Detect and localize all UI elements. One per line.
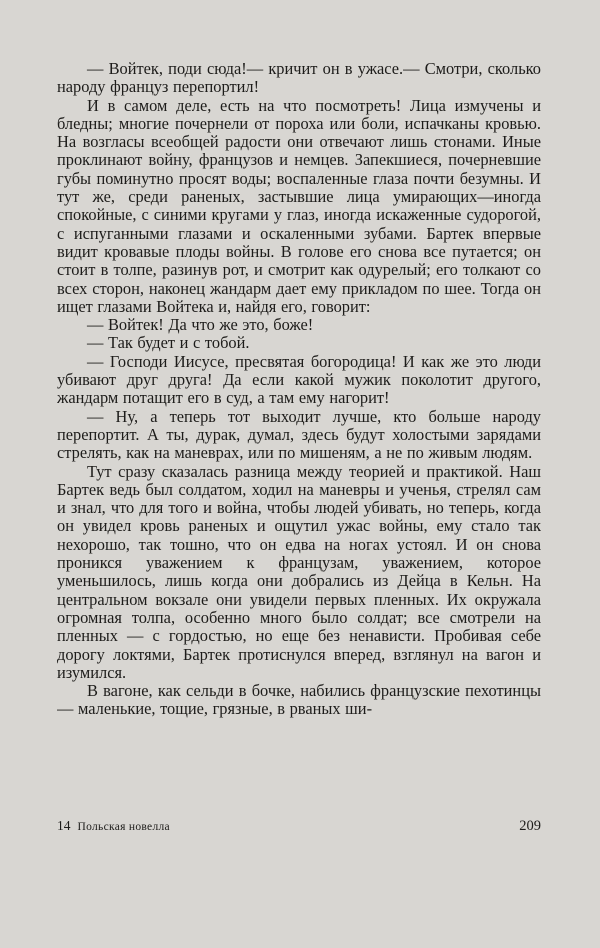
- text-column: [57, 60, 541, 820]
- book-title: Польская новелла: [77, 821, 170, 833]
- paragraph: В вагоне, как сельди в бочке, набились французские пехотинцы — маленькие, тощие, грязные, в рваных ши-: [57, 681, 541, 719]
- paragraph: — Господи Иисусе, пресвятая богородица! И как же это люди убивают друг друга! Да если какой мужик поколотит другого, жандарм потащит его в суд, а там ему нагорит!: [57, 351, 541, 408]
- paragraph: — Войтек, поди сюда!— кричит он в ужасе.— Смотри, сколько народу француз перепортил!: [57, 60, 541, 97]
- paragraph: — Так будет и с тобой.: [87, 333, 250, 353]
- paragraph: — Ну, а теперь тот выходит лучше, кто больше народу перепортит. А ты, дурак, думал, здесь будут холостыми зарядами стрелять, как на маневрах, или по мишеням, а не по живым людям.: [57, 406, 541, 463]
- footer-left: [57, 818, 170, 834]
- page-footer: [57, 818, 541, 835]
- signature-number: 14: [57, 818, 71, 833]
- paragraph: Тут сразу сказалась разница между теорией и практикой. Наш Бартек ведь был солдатом, ходил на маневры и ученья, стрелял сам и знал, что для того и война, чтобы людей убивать, но теперь, когда он увидел кровь раненых и ощутил ужас войны, ему стало так нехорошо, так тошно, что он едва на ногах устоял. И он снова проникся уважением к французам, уважением, которое уменьшилось, лишь когда они добрались из Дейца в Кельн. На центральном вокзале они увидели первых пленных. Их окружала огромная толпа, особенно много было солдат; все смотрели на пленных — с гордостью, но еще без ненависти. Пробивая себе дорогу локтями, Бартек протиснулся вперед, взглянул на вагон и изумился.: [57, 461, 541, 682]
- paragraph: — Войтек! Да что же это, боже!: [87, 315, 314, 335]
- page-number: 209: [519, 818, 541, 834]
- paragraph: И в самом деле, есть на что посмотреть! Лица измучены и бледны; многие почернели от пороха или боли, испачканы кровью. На возгласы всеобщей радости они отвечают лишь стонами. Иные проклинают войну, французов и немцев. Запекшиеся, почерневшие губы поминутно просят воды; воспаленные глаза почти безумны. И тут же, среди раненых, застывшие лица умирающих—иногда спокойные, с синими кругами у глаз, иногда искаженные судорогой, с испуганными глазами и оскаленными зубами. Бартек впервые видит кровавые плоды войны. В голове его снова все путается; он стоит в толпе, разинув рот, и смотрит как одурелый; его толкают со всех сторон, наконец жандарм дает ему прикладом по шее. Тогда он ищет глазами Войтека и, найдя его, говорит:: [57, 95, 541, 316]
